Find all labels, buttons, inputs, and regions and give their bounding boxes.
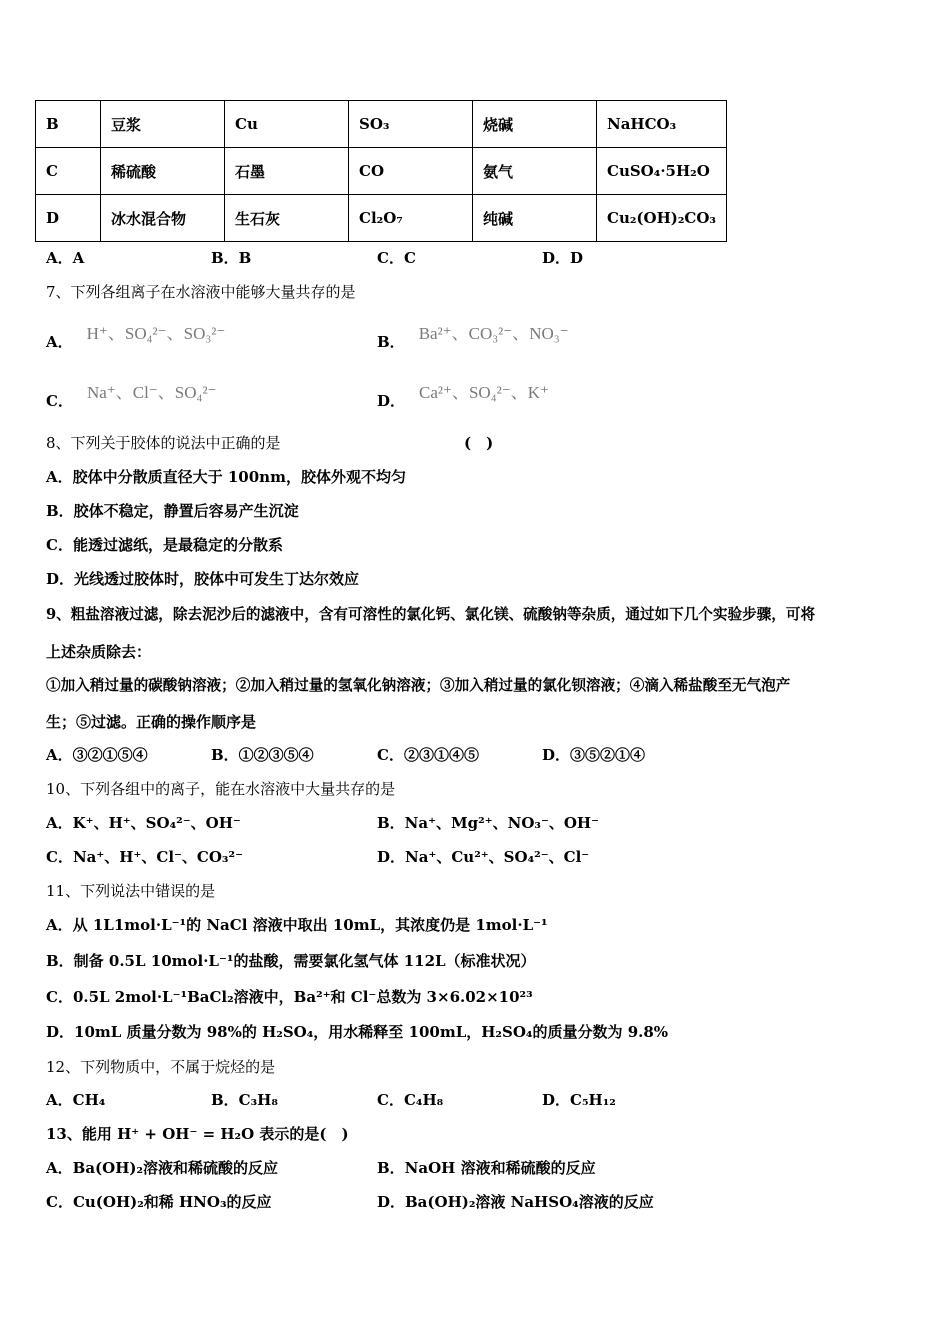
- q9-option-b: B．①②③⑤④: [211, 746, 314, 764]
- q11-option-c: C．0.5L 2mol·L⁻¹BaCl₂溶液中，Ba²⁺和 Cl⁻总数为 3×6.02×10²³: [46, 988, 533, 1006]
- q10-option-b: B．Na⁺、Mg²⁺、NO₃⁻、OH⁻: [377, 814, 600, 832]
- q7-option-c-label: C．: [46, 392, 73, 410]
- q13-option-c: C．Cu(OH)₂和稀 HNO₃的反应: [46, 1193, 272, 1211]
- q8-option-c: C．能透过滤纸，是最稳定的分散系: [46, 536, 283, 554]
- table-row: [36, 101, 727, 148]
- table-cell: Cu₂(OH)₂CO₃: [597, 195, 727, 242]
- table-cell: SO₃: [349, 101, 473, 148]
- q7-option-c-ions: Na⁺、Cl⁻、SO₄²⁻: [86, 383, 217, 402]
- q7-stem: 7、下列各组离子在水溶液中能够大量共存的是: [46, 283, 356, 301]
- q11-option-b: B．制备 0.5L 10mol·L⁻¹的盐酸，需要氯化氢气体 112L（标准状况）: [46, 952, 536, 970]
- q10-option-a: A．K⁺、H⁺、SO₄²⁻、OH⁻: [46, 814, 241, 832]
- q7-option-b: [377, 324, 569, 352]
- q8-option-a: A．胶体中分散质直径大于 100nm，胶体外观不均匀: [46, 468, 406, 486]
- table-cell: 冰水混合物: [101, 195, 225, 242]
- q12-option-a: A．CH₄: [46, 1091, 106, 1109]
- q12-option-d: D．C₅H₁₂: [542, 1091, 616, 1109]
- q7-option-d: [377, 383, 549, 411]
- table-cell: 稀硫酸: [101, 148, 225, 195]
- q9-option-c: C．②③①④⑤: [377, 746, 479, 764]
- q9-option-a: A．③②①⑤④: [46, 746, 148, 764]
- q13-option-b: B．NaOH 溶液和稀硫酸的反应: [377, 1159, 596, 1177]
- table-cell: B: [36, 101, 101, 148]
- q9-stem-line4: 生；⑤过滤。正确的操作顺序是: [46, 713, 257, 731]
- table-cell: 氨气: [473, 148, 597, 195]
- q13-option-a: A．Ba(OH)₂溶液和稀硫酸的反应: [46, 1159, 279, 1177]
- q6-option-d: D．D: [542, 249, 584, 267]
- table-row: [36, 195, 727, 242]
- q9-stem-line2: 上述杂质除去：: [46, 643, 152, 661]
- q12-option-b: B．C₃H₈: [211, 1091, 278, 1109]
- q10-option-d: D．Na⁺、Cu²⁺、SO₄²⁻、Cl⁻: [377, 848, 590, 866]
- q9-stem-line1: 9、粗盐溶液过滤，除去泥沙后的滤液中，含有可溶性的氯化钙、氯化镁、硫酸钠等杂质，通过如下几个实验步骤，可将: [46, 606, 816, 623]
- q9-stem-line3: ①加入稍过量的碳酸钠溶液；②加入稍过量的氢氧化钠溶液；③加入稍过量的氯化钡溶液；④滴入稀盐酸至无气泡产: [46, 677, 791, 694]
- q7-option-a: [46, 324, 226, 352]
- q9-option-d: D．③⑤②①④: [542, 746, 646, 764]
- table-cell: NaHCO₃: [597, 101, 727, 148]
- q8-option-d: D．光线透过胶体时，胶体中可发生丁达尔效应: [46, 570, 360, 588]
- q13-stem: 13、能用 H⁺ + OH⁻ = H₂O 表示的是( ): [46, 1125, 349, 1143]
- q8-option-b: B．胶体不稳定，静置后容易产生沉淀: [46, 502, 299, 520]
- table-cell: Cu: [225, 101, 349, 148]
- q7-option-a-ions: H⁺、SO₄²⁻、SO₃²⁻: [86, 324, 226, 343]
- q13-option-d: D．Ba(OH)₂溶液 NaHSO₄溶液的反应: [377, 1193, 654, 1211]
- q12-stem: 12、下列物质中，不属于烷烃的是: [46, 1058, 276, 1076]
- q12-option-c: C．C₄H₈: [377, 1091, 444, 1109]
- table-cell: Cl₂O₇: [349, 195, 473, 242]
- table-cell: CuSO₄·5H₂O: [597, 148, 727, 195]
- q11-option-a: A．从 1L1mol·L⁻¹的 NaCl 溶液中取出 10mL，其浓度仍是 1mol·L⁻¹: [46, 916, 548, 934]
- table-cell: 生石灰: [225, 195, 349, 242]
- q7-option-d-label: D．: [377, 392, 406, 410]
- table-row: [36, 148, 727, 195]
- q8-stem: 8、下列关于胶体的说法中正确的是: [46, 434, 281, 452]
- table-cell: D: [36, 195, 101, 242]
- q7-option-b-label: B．: [377, 333, 405, 351]
- q7-option-b-ions: Ba²⁺、CO₃²⁻、NO₃⁻: [418, 324, 569, 343]
- q7-option-c: [46, 383, 217, 411]
- q6-option-a: A．A: [46, 249, 85, 267]
- q6-option-b: B．B: [211, 249, 252, 267]
- table-cell: 烧碱: [473, 101, 597, 148]
- classification-table: [35, 100, 727, 242]
- q6-option-c: C．C: [377, 249, 416, 267]
- table-cell: C: [36, 148, 101, 195]
- table-cell: 石墨: [225, 148, 349, 195]
- table-cell: CO: [349, 148, 473, 195]
- q7-option-a-label: A．: [46, 333, 73, 351]
- table-cell: 豆浆: [101, 101, 225, 148]
- q7-option-d-ions: Ca²⁺、SO₄²⁻、K⁺: [419, 383, 549, 402]
- q8-answer-blank: ( ): [464, 434, 494, 452]
- q10-option-c: C．Na⁺、H⁺、Cl⁻、CO₃²⁻: [46, 848, 243, 866]
- table-cell: 纯碱: [473, 195, 597, 242]
- q11-option-d: D．10mL 质量分数为 98%的 H₂SO₄，用水稀释至 100mL，H₂SO₄的质量分数为 9.8%: [46, 1023, 669, 1041]
- q10-stem: 10、下列各组中的离子，能在水溶液中大量共存的是: [46, 780, 396, 798]
- q11-stem: 11、下列说法中错误的是: [46, 882, 216, 900]
